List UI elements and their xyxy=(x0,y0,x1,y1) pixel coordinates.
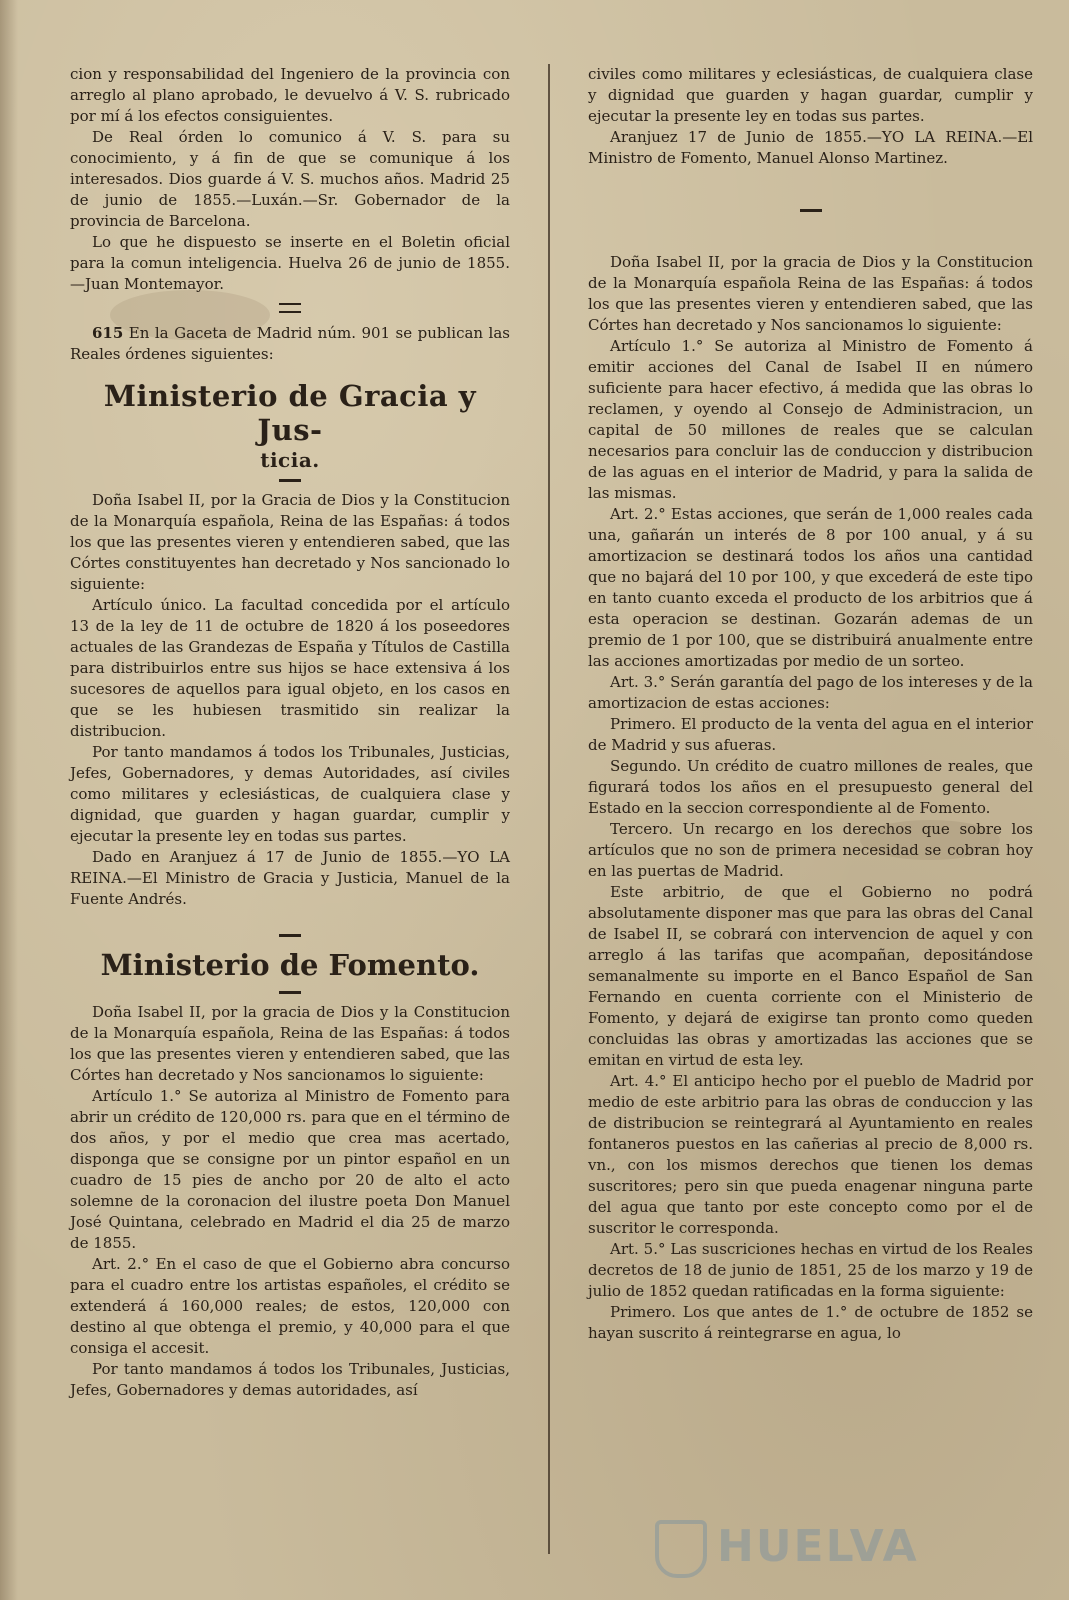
paragraph: Art. 4.° El anticipo hecho por el pueblo de Madrid por medio de este arbitrio para las obras de conduccion y las de distribucion se reintegrará al Ayuntamiento en reales fontaneros puestos en las cañerias al precio de 8,000 rs. vn., con los mismos derechos que tienen los demas suscritores; pero sin que pueda enagenar ninguna parte del agua que tanto por este concepto como por el de suscritor le corresponda. xyxy=(588,1072,1033,1237)
paragraph: Art. 2.° En el caso de que el Gobierno abra concurso para el cuadro entre los artistas españoles, el crédito se extenderá á 160,000 reales; de estos, 120,000 con destino al que obtenga el premio, y 40,000 para el que consiga el accesit. xyxy=(70,1255,510,1357)
shield-icon xyxy=(655,1520,707,1578)
paragraph: Tercero. Un recargo en los derechos que sobre los artículos que no son de primera necesidad se cobran hoy en las puertas de Madrid. xyxy=(588,820,1033,880)
notice-text: En la Gaceta de Madrid núm. 901 se publican las Reales órdenes siguientes: xyxy=(70,324,510,363)
paragraph: Artículo único. La facultad concedida por el artículo 13 de la ley de 11 de octubre de 1820 á los poseedores actuales de las Grandezas de España y Títulos de Castilla para distribuirlos entre sus hijos se hace extensiva á los sucesores de aquellos para igual objeto, en los casos en que se les hubiesen trasmitido sin realizar la distribucion. xyxy=(70,596,510,740)
right-column xyxy=(588,64,1033,1344)
paragraph: Por tanto mandamos á todos los Tribunales, Justicias, Jefes, Gobernadores y demas autoridades, así xyxy=(70,1360,510,1399)
paragraph: Art. 2.° Estas acciones, que serán de 1,000 reales cada una, gañarán un interés de 8 por 100 anual, y á su amortizacion se destinará todos los años una cantidad que no bajará del 10 por 100, y que excederá de este tipo en tanto cuanto exceda el producto de los arbitrios que á esta operacion se destinan. Gozarán ademas de un premio de 1 por 100, que se distribuirá anualmente entre las acciones amortizadas por medio de un sorteo. xyxy=(588,505,1033,670)
paragraph: Segundo. Un crédito de cuatro millones de reales, que figurará todos los años en el presupuesto general del Estado en la seccion correspondiente al de Fomento. xyxy=(588,757,1033,817)
paragraph: Doña Isabel II, por la gracia de Dios y la Constitucion de la Monarquía española, Reina de las Españas: á todos los que las presentes vieren y entendieren sabed, que las Córtes han decretado y Nos sancionamos lo siguiente: xyxy=(70,1003,510,1084)
left-column xyxy=(70,64,510,1401)
paragraph: civiles como militares y eclesiásticas, de cualquiera clase y dignidad que guarden y hagan guardar, cumplir y ejecutar la presente ley en todas sus partes. xyxy=(588,65,1033,125)
paragraph: cion y responsabilidad del Ingeniero de la provincia con arreglo al plano aprobado, le devuelvo á V. S. rubricado por mí á los efectos consiguientes. xyxy=(70,65,510,125)
paragraph: Dado en Aranjuez á 17 de Junio de 1855.—YO LA REINA.—El Ministro de Gracia y Justicia, Manuel de la Fuente Andrés. xyxy=(70,848,510,908)
ministry-heading-text: Ministerio de Gracia y Jus- xyxy=(103,379,477,447)
paragraph: Aranjuez 17 de Junio de 1855.—YO LA REINA.—El Ministro de Fomento, Manuel Alonso Martinez. xyxy=(588,128,1033,167)
short-rule-separator xyxy=(279,479,301,482)
paragraph: Artículo 1.° Se autoriza al Ministro de Fomento para abrir un crédito de 120,000 rs. para que en el término de dos años, y por el medio que crea mas acertado, disponga que se consigne por un pintor español en un cuadro de 15 pies de ancho por 20 de alto el acto solemne de la coronacion del ilustre poeta Don Manuel José Quintana, celebrado en Madrid el dia 25 de marzo de 1855. xyxy=(70,1087,510,1252)
paragraph: Por tanto mandamos á todos los Tribunales, Justicias, Jefes, Gobernadores, y demas Autoridades, así civiles como militares y eclesiásticas, de cualquiera clase y dignidad, que guarden y hagan guardar, cumplir y ejecutar la presente ley en todas sus partes. xyxy=(70,743,510,845)
paragraph: Este arbitrio, de que el Gobierno no podrá absolutamente disponer mas que para las obras del Canal de Isabel II, se cobrará con intervencion de aquel y con arreglo á las tarifas que acompañan, depositándose semanalmente su importe en el Banco Español de San Fernando en cuenta corriente con el Ministerio de Fomento, y dejará de exigirse tan pronto como queden concluidas las obras y amortizadas las acciones que se emitan en virtud de esta ley. xyxy=(588,883,1033,1069)
short-rule-separator xyxy=(800,209,822,212)
notice-paragraph xyxy=(70,323,510,365)
paragraph: Art. 5.° Las suscriciones hechas en virtud de los Reales decretos de 18 de junio de 1851, 25 de los marzo y 19 de julio de 1852 quedan ratificadas en la forma siguiente: xyxy=(588,1240,1033,1300)
page-edge-shadow xyxy=(0,0,18,1600)
paragraph: De Real órden lo comunico á V. S. para su conocimiento, y á fin de que se comunique á los interesados. Dios guarde á V. S. muchos años. Madrid 25 de junio de 1855.—Luxán.—Sr. Gobernador de la provincia de Barcelona. xyxy=(70,128,510,230)
paragraph: Primero. Los que antes de 1.° de octubre de 1852 se hayan suscrito á reintegrarse en agua, lo xyxy=(588,1303,1033,1342)
paragraph: Primero. El producto de la venta del agua en el interior de Madrid y sus afueras. xyxy=(588,715,1033,754)
watermark-text: HUELVA xyxy=(717,1521,919,1572)
paragraph: Doña Isabel II, por la Gracia de Dios y la Constitucion de la Monarquía española, Reina de las Españas: á todos los que las presentes vieren y entendieren sabed, que las Córtes constituyentes han decretado y Nos sancionado lo siguiente: xyxy=(70,491,510,593)
ministry-heading-continuation: ticia. xyxy=(260,448,320,472)
notice-number: 615 xyxy=(92,324,124,342)
paragraph: Lo que he dispuesto se inserte en el Boletin oficial para la comun inteligencia. Huelva 26 de junio de 1855.—Juan Montemayor. xyxy=(70,233,510,293)
paragraph: Doña Isabel II, por la gracia de Dios y la Constitucion de la Monarquía española Reina de las Españas: á todos los que las presentes vieren y entendieren sabed, que las Córtes han decretado y Nos sancionamos lo siguiente: xyxy=(588,253,1033,334)
paragraph: Art. 3.° Serán garantía del pago de los intereses y de la amortizacion de estas acciones: xyxy=(588,673,1033,712)
short-rule-separator xyxy=(279,991,301,994)
short-rule-separator xyxy=(279,934,301,937)
ministry-heading xyxy=(70,379,510,473)
double-rule-separator xyxy=(279,303,301,313)
paragraph: Artículo 1.° Se autoriza al Ministro de Fomento á emitir acciones del Canal de Isabel II en número suficiente para hacer efectivo, á medida que las obras lo reclamen, y oyendo al Consejo de Administracion, un capital de 50 millones de reales que se calculan necesarios para concluir las de conduccion y distribucion de las aguas en el interior de Madrid, y para la salida de las mismas. xyxy=(588,337,1033,502)
ministry-heading: Ministerio de Fomento. xyxy=(100,948,480,982)
column-divider xyxy=(548,64,550,1554)
archive-watermark xyxy=(655,1520,955,1580)
